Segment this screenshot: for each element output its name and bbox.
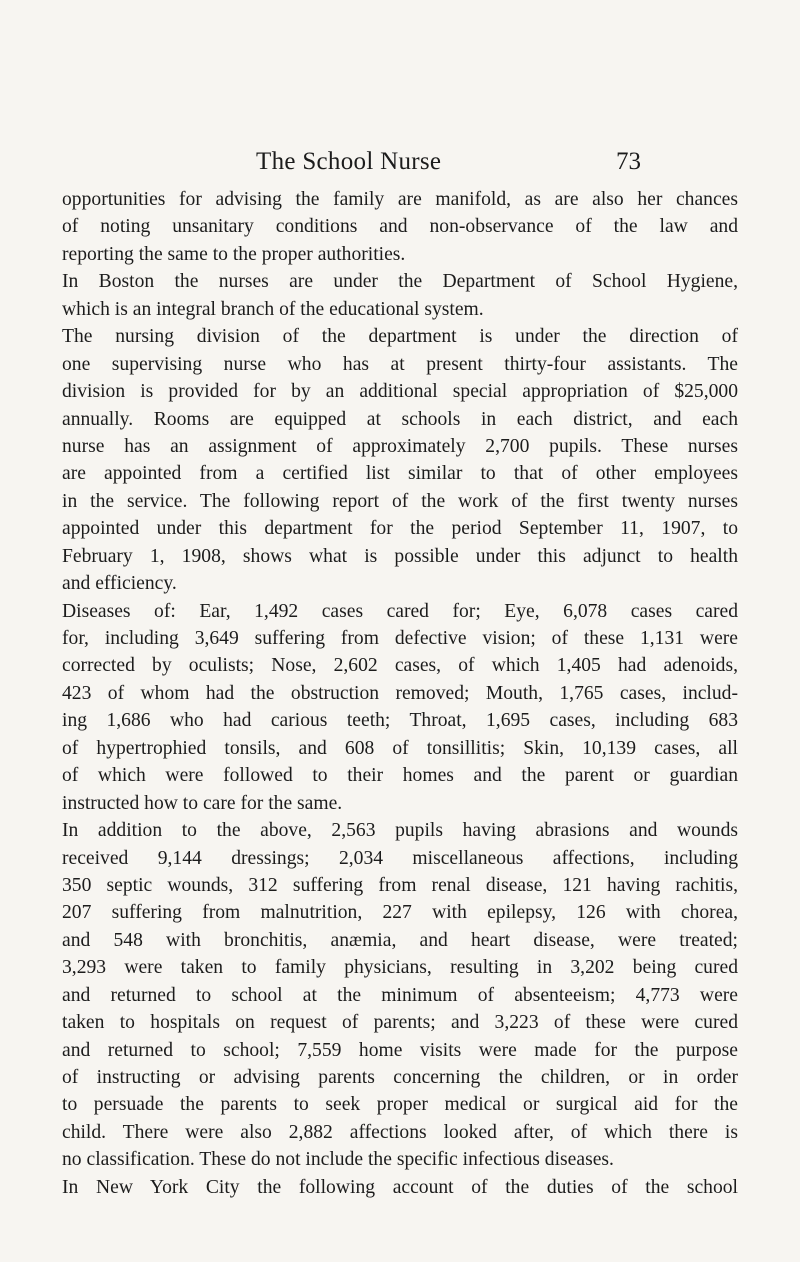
page-number: 73 [616,148,641,175]
running-title: The School Nurse [256,148,442,175]
text-line: taken to hospitals on request of parents; and 3,223 of these were cured [62,1012,738,1034]
running-head [256,148,676,184]
text-line: one supervising nurse who has at present thirty-four assistants. The [62,353,738,375]
text-line: are appointed from a certified list similar to that of other employees [62,463,738,485]
text-line: received 9,144 dressings; 2,034 miscellaneous affections, including [62,847,738,869]
text-line: division is provided for by an additional special appropriation of $25,000 [62,381,738,403]
paragraph [62,598,738,818]
text-line: of which were followed to their homes and the parent or guardian [62,765,738,787]
text-line: 423 of whom had the obstruction removed; Mouth, 1,765 cases, includ- [62,682,738,704]
text-line: in the service. The following report of the work of the first twenty nurses [62,490,738,512]
paragraph [62,268,738,323]
text-line: nurse has an assignment of approximately 2,700 pupils. These nurses [62,435,738,457]
text-line: child. There were also 2,882 affections looked after, of which there is [62,1121,738,1143]
text-line: which is an integral branch of the educational system. [62,298,484,320]
text-line: 3,293 were taken to family physicians, resulting in 3,202 being cured [62,957,738,979]
text-line: 207 suffering from malnutrition, 227 with epilepsy, 126 with chorea, [62,902,738,924]
text-line: of hypertrophied tonsils, and 608 of tonsillitis; Skin, 10,139 cases, all [62,737,738,759]
text-line: for, including 3,649 suffering from defective vision; of these 1,131 were [62,628,738,649]
text-line: corrected by oculists; Nose, 2,602 cases, of which 1,405 had adenoids, [62,655,738,677]
text-line: of noting unsanitary conditions and non-observance of the law and [62,216,738,238]
text-line: In addition to the above, 2,563 pupils having abrasions and wounds [62,820,738,842]
text-line: 350 septic wounds, 312 suffering from renal disease, 121 having rachitis, [62,874,738,896]
paragraph [62,1174,738,1201]
text-line: of instructing or advising parents concerning the children, or in order [62,1067,738,1088]
text-line: In New York City the following account of the duties of the school [62,1176,738,1198]
paragraph [62,186,738,268]
text-line: ing 1,686 who had carious teeth; Throat, 1,695 cases, including 683 [62,710,738,732]
text-line: opportunities for advising the family are manifold, as are also her chances [62,189,738,210]
text-line: In Boston the nurses are under the Department of School Hygiene, [62,271,738,293]
text-line: and returned to school at the minimum of absenteeism; 4,773 were [62,984,738,1006]
text-line: to persuade the parents to seek proper medical or surgical aid for the [62,1094,738,1116]
text-line: instructed how to care for the same. [62,792,343,814]
text-line: reporting the same to the proper authorities. [62,243,406,265]
text-line: no classification. These do not include the specific infectious diseases. [62,1149,614,1171]
text-line: The nursing division of the department is under the direction of [62,326,738,348]
paragraph [62,323,738,597]
paragraph [62,817,738,1174]
text-line: February 1, 1908, shows what is possible under this adjunct to health [62,545,738,567]
text-line: annually. Rooms are equipped at schools in each district, and each [62,408,738,430]
body-text [62,186,738,1201]
text-line: and 548 with bronchitis, anæmia, and heart disease, were treated; [62,929,738,951]
text-line: and efficiency. [62,573,177,595]
text-line: and returned to school; 7,559 home visits were made for the purpose [62,1039,738,1061]
text-line: Diseases of: Ear, 1,492 cases cared for; Eye, 6,078 cases cared [62,600,738,622]
text-line: appointed under this department for the period September 11, 1907, to [62,518,738,540]
